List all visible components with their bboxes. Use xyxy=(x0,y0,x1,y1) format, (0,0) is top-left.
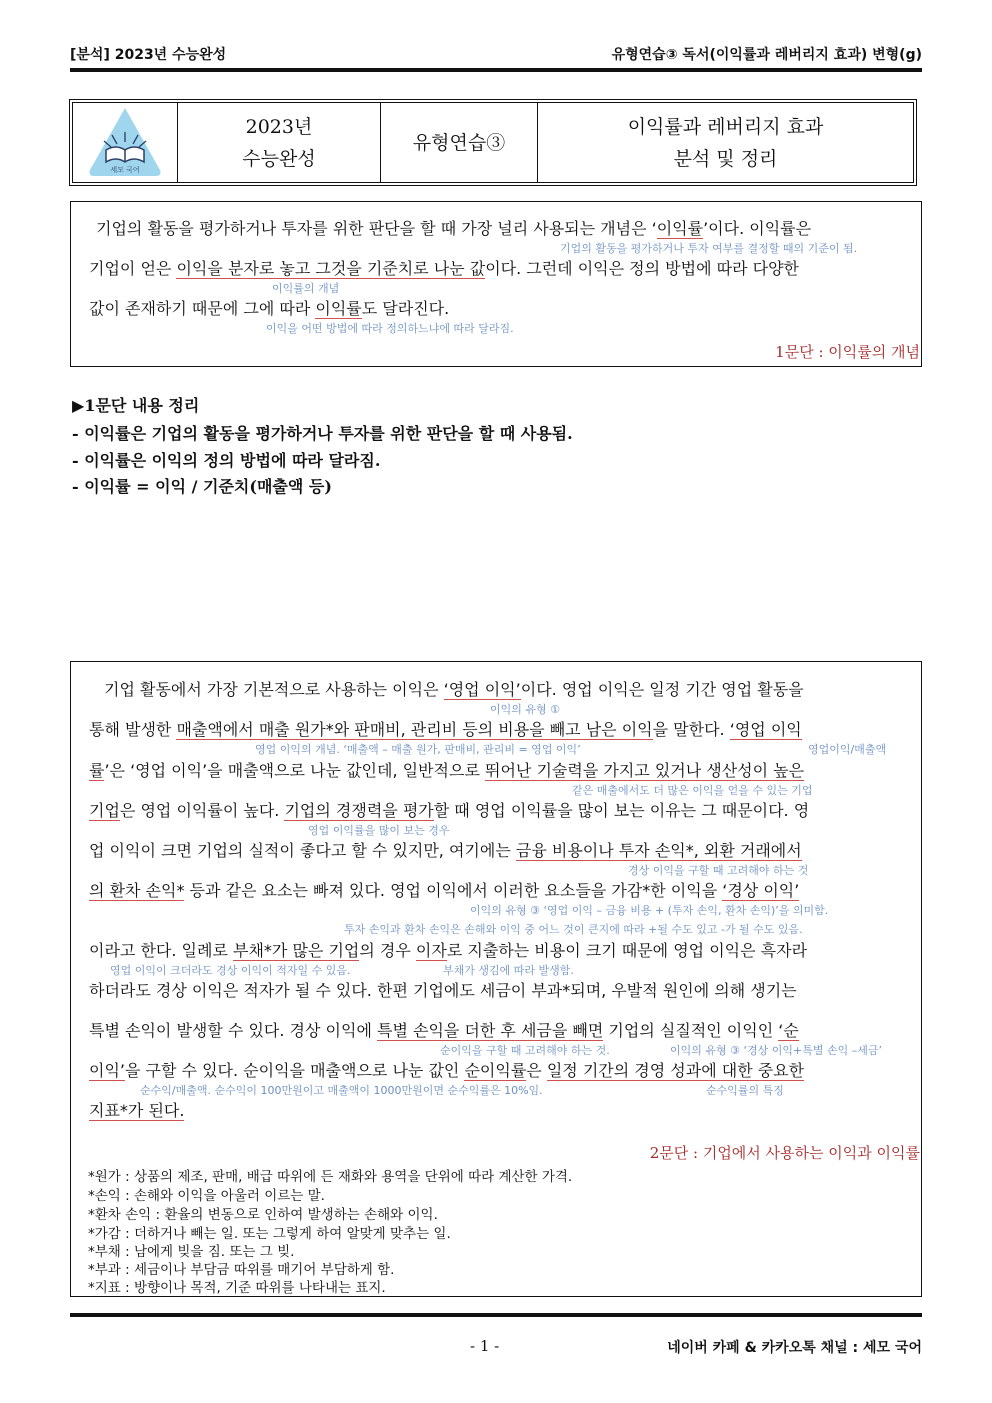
p2-caption: 2문단 : 기업에서 사용하는 이익과 이익률 xyxy=(649,1144,920,1162)
p2-note-6b: 투자 손익과 환차 손익은 손해와 이익 중 어느 것이 큰지에 따라 +될 수도 있고 -가 될 수도 있음. xyxy=(344,923,803,936)
p2-note-7a: 영업 이익이 크더라도 경상 이익이 적자일 수 있음. xyxy=(110,964,351,977)
p2-note-2a: 영업 이익의 개념. ‘매출액 – 매출 원가, 판매비, 관리비 = 영업 이익’ xyxy=(255,743,581,756)
p1-line-2: 기업이 얻은 이익을 분자로 놓고 그것을 기준치로 나눈 값이다. 그런데 이익은 정의 방법에 따라 다양한 xyxy=(89,259,799,278)
p2-note-9a: 순이익을 구할 때 고려해야 하는 것. xyxy=(440,1044,610,1057)
p1-note-2: 이익률의 개념 xyxy=(272,282,340,295)
p1-note-3: 이익을 어떤 방법에 따라 정의하느냐에 따라 달라짐. xyxy=(266,322,514,335)
p2-note-2b: 영업이익/매출액 xyxy=(808,743,887,756)
p2-note-10a: 순수익/매출액. 순수익이 100만원이고 매출액이 1000만원이면 순수익률은 10%임. xyxy=(140,1084,543,1097)
summary-item-1: - 이익률은 기업의 활동을 평가하거나 투자를 위한 판단을 할 때 사용됨. xyxy=(72,424,573,443)
p2-line-8: 하더라도 경상 이익은 적자가 될 수 있다. 한편 기업에도 세금이 부과*되며, 우발적 원인에 의해 생기는 xyxy=(89,981,797,1000)
p2-line-5: 업 이익이 크면 기업의 실적이 좋다고 할 수 있지만, 여기에는 금융 비용이나 투자 손익*, 외환 거래에서 xyxy=(89,841,802,860)
glossary-item-5: *부채 : 남에게 빚을 짐. 또는 그 빚. xyxy=(88,1244,295,1260)
topic-line2: 분석 및 정리 xyxy=(673,147,778,170)
p2-line-4: 기업은 영업 이익률이 높다. 기업의 경쟁력을 평가할 때 영업 이익률을 많이 보는 이유는 그 때문이다. 영 xyxy=(89,801,810,820)
header-left: [분석] 2023년 수능완성 xyxy=(70,47,227,63)
year-line1: 2023년 xyxy=(245,115,313,138)
topic-line1: 이익률과 레버리지 효과 xyxy=(627,115,824,138)
glossary-item-2: *손익 : 손해와 이익을 아울러 이르는 말. xyxy=(88,1188,325,1204)
summary-item-3: - 이익률 = 이익 / 기준치(매출액 등) xyxy=(72,477,332,496)
glossary-item-3: *환차 손익 : 환율의 변동으로 인하여 발생하는 손해와 이익. xyxy=(88,1207,438,1223)
p2-note-5: 경상 이익을 구할 때 고려해야 하는 것 xyxy=(628,864,809,877)
type-cell: 유형연습③ xyxy=(381,103,538,182)
header-right: 유형연습③ 독서(이익률과 레버리지 효과) 변형(g) xyxy=(611,47,922,63)
p2-note-9b: 이익의 유형 ③ ‘경상 이익+특별 손익 –세금’ xyxy=(670,1044,882,1057)
p2-line-3: 률’은 ‘영업 이익’을 매출액으로 나눈 값인데, 일반적으로 뛰어난 기술력을 가지고 있거나 생산성이 높은 xyxy=(89,761,805,780)
logo-cell xyxy=(73,103,178,182)
year-line2: 수능완성 xyxy=(242,147,316,170)
glossary-item-1: *원가 : 상품의 제조, 판매, 배급 따위에 든 재화와 용역을 단위에 따라 계산한 가격. xyxy=(88,1169,573,1185)
p1-note-1: 기업의 활동을 평가하거나 투자 여부를 결정할 때의 기준이 됨. xyxy=(560,242,858,255)
page-number: - 1 - xyxy=(470,1337,500,1355)
p2-note-3: 같은 매출에서도 더 많은 이익을 얻을 수 있는 기업 xyxy=(572,784,813,797)
header-rule xyxy=(70,68,922,72)
glossary-item-6: *부과 : 세금이나 부담금 따위를 매기어 부담하게 함. xyxy=(88,1262,395,1278)
p2-note-10b: 순수익률의 특징 xyxy=(706,1084,784,1097)
p2-line-11: 지표*가 된다. xyxy=(89,1101,185,1120)
p1-line-1: 기업의 활동을 평가하거나 투자를 위한 판단을 할 때 가장 널리 사용되는 개념은 ‘이익률’이다. 이익률은 xyxy=(96,219,812,238)
p2-line-2: 통해 발생한 매출액에서 매출 원가*와 판매비, 관리비 등의 비용을 빼고 남은 이익을 말한다. ‘영업 이익 xyxy=(89,720,802,739)
logo-text: 세모 국어 xyxy=(110,165,140,174)
p2-line-10: 이익’을 구할 수 있다. 순이익을 매출액으로 나눈 값인 순이익률은 일정 기간의 경영 성과에 대한 중요한 xyxy=(89,1061,805,1080)
glossary-item-4: *가감 : 더하거나 빼는 일. 또는 그렇게 하여 알맞게 맞추는 일. xyxy=(88,1226,451,1242)
p2-note-6a: 이익의 유형 ③ ‘영업 이익 – 금융 비용 + (투자 손익, 환차 손익)’을 의미함. xyxy=(470,904,829,917)
footer-channel: 네이버 카페 & 카카오톡 채널 : 세모 국어 xyxy=(667,1340,922,1356)
p1-line-3: 값이 존재하기 때문에 그에 따라 이익률도 달라진다. xyxy=(89,299,450,318)
topic-cell xyxy=(538,103,913,182)
book-logo-icon xyxy=(86,104,164,182)
footer-rule xyxy=(70,1313,922,1317)
title-table xyxy=(69,99,917,186)
p2-line-7: 이라고 한다. 일례로 부채*가 많은 기업의 경우 이자로 지출하는 비용이 크기 때문에 영업 이익은 흑자라 xyxy=(89,941,808,960)
p2-note-7b: 부채가 생김에 따라 발생함. xyxy=(443,964,574,977)
p2-note-4: 영업 이익률을 많이 보는 경우 xyxy=(308,824,450,837)
glossary-item-7: *지표 : 방향이나 목적, 기준 따위를 나타내는 표지. xyxy=(88,1280,386,1296)
p2-note-1: 이익의 유형 ① xyxy=(490,703,560,716)
p1-caption: 1문단 : 이익률의 개념 xyxy=(775,343,920,361)
p2-line-1: 기업 활동에서 가장 기본적으로 사용하는 이익은 ‘영업 이익’이다. 영업 이익은 일정 기간 영업 활동을 xyxy=(104,680,804,699)
summary-item-2: - 이익률은 이익의 정의 방법에 따라 달라짐. xyxy=(72,451,381,470)
p2-line-9: 특별 손익이 발생할 수 있다. 경상 이익에 특별 손익을 더한 후 세금을 빼면 기업의 실질적인 이익인 ‘순 xyxy=(89,1021,799,1040)
p2-line-6: 의 환차 손익* 등과 같은 요소는 빠져 있다. 영업 이익에서 이러한 요소들을 가감*한 이익을 ‘경상 이익’ xyxy=(89,881,800,900)
summary-title: ▶1문단 내용 정리 xyxy=(72,396,200,415)
year-cell xyxy=(178,103,381,182)
